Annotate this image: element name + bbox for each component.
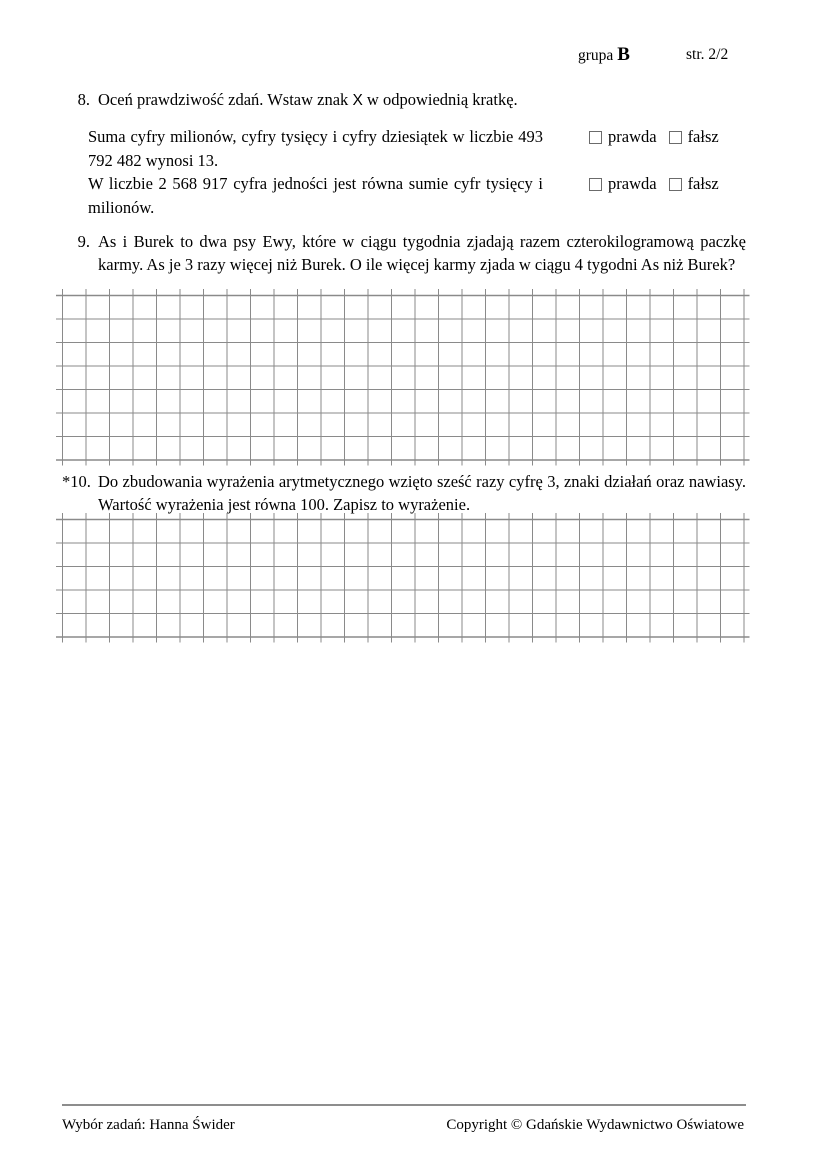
page-footer (62, 1104, 746, 1135)
task-8-statement-2 (62, 172, 746, 217)
checkbox-icon[interactable] (589, 131, 602, 144)
task-10-number: *10. (62, 472, 91, 491)
statement-2-false-label: fałsz (687, 174, 719, 193)
grid-lines (56, 289, 750, 466)
task-8-prompt-part2: w odpowiednią kratkę. (362, 90, 518, 109)
task-8 (62, 88, 746, 112)
task-8-statement-1 (62, 125, 746, 170)
answer-grid-task-10 (56, 513, 750, 643)
grid-lines (56, 513, 750, 643)
task-8-prompt (98, 88, 746, 112)
statement-1-false-option[interactable] (669, 127, 719, 147)
group-letter: B (617, 44, 630, 65)
statement-2-true-label: prawda (608, 174, 657, 193)
answer-grid-task-9 (56, 289, 750, 466)
task-10 (62, 470, 746, 516)
group-label: grupa (578, 47, 614, 64)
task-9-text: As i Burek to dwa psy Ewy, które w ciągu tygodnia zjadają razem czterokilogramową paczkę karmy. As je 3 razy więcej niż Burek. O ile więcej karmy zjada w ciągu 4 tygodni As niż Burek? (98, 232, 746, 274)
checkbox-icon[interactable] (669, 131, 682, 144)
footer-divider (62, 1104, 746, 1106)
footer-author: Wybór zadań: Hanna Świder (62, 1117, 235, 1133)
footer-copyright: Copyright © Gdańskie Wydawnictwo Oświatowe (446, 1117, 744, 1133)
statement-1-text: Suma cyfry milionów, cyfry tysięcy i cyfry dziesiątek w liczbie 493 792 482 wynosi 13. (88, 127, 543, 170)
task-8-x-mark: X (352, 92, 363, 109)
task-9-number: 9. (77, 232, 90, 251)
page-header (62, 44, 746, 68)
task-9 (62, 230, 746, 276)
statement-1-true-label: prawda (608, 127, 657, 146)
checkbox-icon[interactable] (669, 178, 682, 191)
statement-2-options (589, 174, 719, 194)
task-8-prompt-part1: Oceń prawdziwość zdań. Wstaw znak (98, 90, 353, 109)
statement-2-text: W liczbie 2 568 917 cyfra jedności jest równa sumie cyfr tysięcy i milionów. (88, 174, 543, 217)
task-8-number: 8. (77, 90, 90, 109)
checkbox-icon[interactable] (589, 178, 602, 191)
statement-1-options (589, 127, 719, 147)
page-number-label: str. 2/2 (686, 46, 729, 63)
statement-2-false-option[interactable] (669, 174, 719, 194)
statement-1-false-label: fałsz (687, 127, 719, 146)
group-indicator (578, 44, 630, 66)
task-10-text: Do zbudowania wyrażenia arytmetycznego wzięto sześć razy cyfrę 3, znaki działań oraz nawiasy. Wartość wyrażenia jest równa 100. Zapisz to wyrażenie. (98, 472, 746, 514)
statement-2-true-option[interactable] (589, 174, 657, 194)
statement-1-true-option[interactable] (589, 127, 657, 147)
